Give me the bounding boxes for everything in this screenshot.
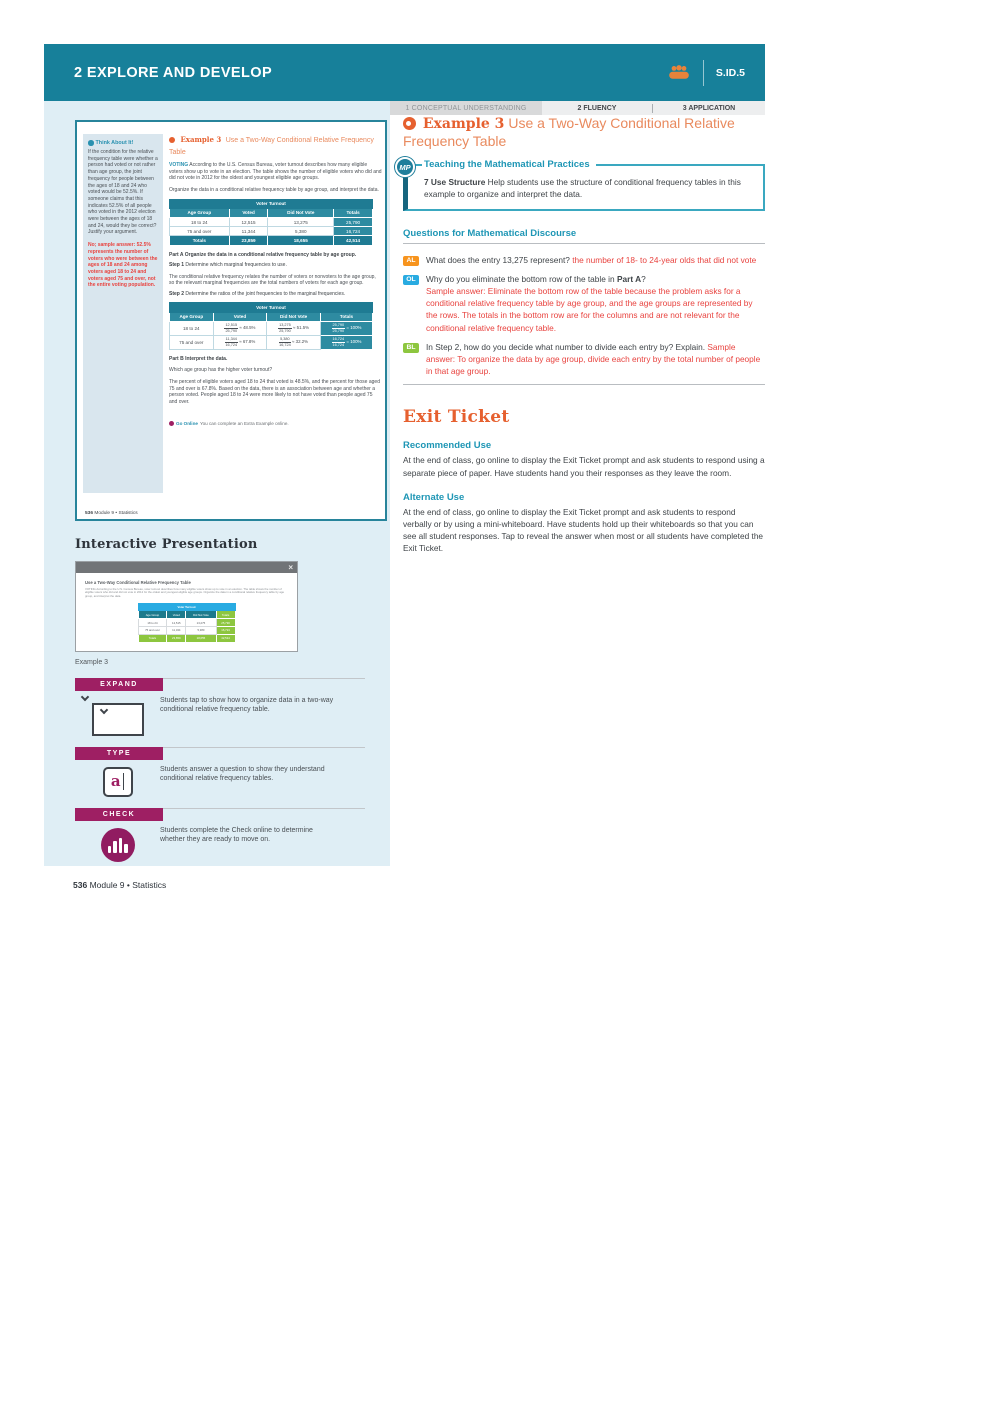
rigor-tab-bar xyxy=(390,101,765,115)
cell: 18,655 xyxy=(268,236,334,245)
interactive-item-type xyxy=(75,747,365,797)
table-row xyxy=(170,321,373,335)
cell: 13,275 xyxy=(268,217,334,226)
cell: $\frac{11,344}{16,724}$ ≈ 67.8% xyxy=(213,335,267,349)
page-number: 536 xyxy=(73,880,88,890)
tab-fluency[interactable]: 2 FLUENCY xyxy=(577,104,617,112)
table-row xyxy=(170,335,373,349)
bl-level-badge: BL xyxy=(403,343,419,353)
check-chart-icon xyxy=(101,828,135,862)
col-header: Totals xyxy=(320,312,372,321)
teaching-mathematical-practices-box xyxy=(399,159,765,211)
header-divider xyxy=(703,60,704,86)
col-header: Age Group xyxy=(170,208,230,217)
answer-text: Sample answer: Eliminate the bottom row of the table because the problem asks for a conditional relative frequency table by age group, and the age groups are represented by the rows. The totals in the bottom row are for the columns and are not relevant for the conditional relative frequency table. xyxy=(426,286,753,333)
teacher-example-heading xyxy=(403,115,765,150)
mp-body xyxy=(424,177,753,201)
step-1-line xyxy=(169,262,382,269)
answer-text: Sample answer: To organize the data by age group, divide each entry by the total number of people in that age group. xyxy=(426,341,761,377)
teacher-example-title: Use a Two-Way Conditional Relative Frequency Table xyxy=(403,115,735,149)
cell: Totals xyxy=(170,236,230,245)
expand-label: EXPAND xyxy=(75,678,163,691)
table-row xyxy=(170,217,373,226)
answer-text: the number of 18- to 24-year olds that did not vote xyxy=(572,254,757,265)
discourse-question-list xyxy=(403,254,765,378)
type-letter-icon: a xyxy=(103,767,133,797)
table-title: Voter Turnout xyxy=(170,199,373,208)
step-1-body: The conditional relative frequency relates the number of voters or nonvoters to the age group, so the relevant marginal frequencies are the total numbers of voters for each age group. xyxy=(169,273,376,287)
page-footer xyxy=(73,880,166,890)
teacher-column xyxy=(399,115,765,555)
slide-body: VOTING According to the U.S. Census Bureau, voter turnout describes how many eligible voters show up to vote in an election. The table shows the number of eligible voters who did and did not vote in 2012 for the oldest and youngest eligible age groups. Organize the data in a conditional relative frequency table by age group, and interpret the data. xyxy=(85,586,285,598)
part-b-question: Which age group has the higher voter turnout? xyxy=(169,367,273,374)
cell: 5,380 xyxy=(268,227,334,236)
recommended-use-body: At the end of class, go online to display the Exit Ticket prompt and ask students to respond using a separate piece of paper. Have students hand you their responses as they leave the room. xyxy=(403,455,765,478)
example-icon xyxy=(169,137,175,143)
cell: $\frac{5,380}{16,724}$ ≈ 32.2% xyxy=(267,335,321,349)
teacher-example-label: Example 3 xyxy=(422,116,505,132)
step-2-label: Step 2 xyxy=(169,290,185,297)
cell: $\frac{12,515}{25,790}$ ≈ 48.5% xyxy=(213,321,267,335)
check-description: Students complete the Check online to determine whether they are ready to move on. xyxy=(160,826,313,844)
think-about-it-title: Think About It! xyxy=(95,140,134,146)
part-a-heading: Part A Organize the data in a conditional relative frequency table by age group. xyxy=(169,251,357,258)
step-2-line xyxy=(169,291,382,298)
tab-conceptual-understanding[interactable]: 1 CONCEPTUAL UNDERSTANDING xyxy=(390,101,542,115)
section-divider xyxy=(403,384,765,385)
discourse-question-bl xyxy=(403,341,765,378)
col-header: Did Not Vote xyxy=(268,208,334,217)
item-rule xyxy=(163,808,365,809)
question-text: In Step 2, how do you decide what number to divide each entry by? Explain. xyxy=(426,341,708,352)
organize-paragraph: Organize the data in a conditional relative frequency table by age group, and interpret the data. xyxy=(169,186,379,193)
go-online-icon xyxy=(169,421,174,426)
part-b-answer: The percent of eligible voters aged 18 to 24 that voted is 48.5%, and the percent for those aged 75 and over is 67.8%. Based on the data, there is an association between age and whether a person voted. People aged 18 to 24 were more likely to not have voted than people aged 75 and over. xyxy=(169,379,380,405)
module-label: Module 9 • Statistics xyxy=(89,880,167,890)
question-bold: Part A xyxy=(616,273,642,284)
discourse-question-al xyxy=(403,254,765,266)
expand-window-icon xyxy=(92,703,144,736)
tab-application[interactable]: 3 APPLICATION xyxy=(682,104,736,112)
people-group-icon xyxy=(667,65,691,80)
cell: 42,514 xyxy=(334,236,373,245)
interactive-presentation-heading: Interactive Presentation xyxy=(75,537,258,552)
exit-ticket-title: Exit Ticket xyxy=(403,407,510,428)
mp-practice-name: 7 Use Structure xyxy=(424,177,486,187)
step-1-label: Step 1 xyxy=(169,262,185,269)
student-example-title: Use a Two-Way Conditional Relative Frequency Table xyxy=(169,137,374,156)
close-icon[interactable]: × xyxy=(288,562,293,572)
col-header: Voted xyxy=(213,312,267,321)
question-text: ? xyxy=(641,273,646,284)
type-description: Students answer a question to show they understand conditional relative frequency tables. xyxy=(160,765,325,783)
think-about-it-icon xyxy=(88,140,94,146)
cell: 18 to 24 xyxy=(170,321,214,335)
window-titlebar[interactable] xyxy=(76,562,297,573)
voting-paragraph xyxy=(169,162,382,182)
presentation-caption: Example 3 xyxy=(75,658,109,666)
student-margin-column xyxy=(83,134,163,493)
think-about-it-body: If the condition for the relative frequency table were whether a person had voted or not rather than age group, the joint frequency for people between the ages of 18 and 24 who voted would be 52.5%. If someone claims that this indicates 52.5% of all people who voted in the 2012 election were between the ages of 18 and 24, would they be correct? Justify your argument. xyxy=(88,149,158,236)
col-header: Voted xyxy=(229,208,268,217)
cell: 11,344 xyxy=(229,227,268,236)
voting-text: According to the U.S. Census Bureau, voter turnout describes how many eligible voters show up to vote in an election. The table shows the number of eligible voters who did and did not vote in 2012 for the oldest and youngest eligible age groups. xyxy=(169,162,382,182)
discourse-question-ol xyxy=(403,273,765,334)
student-example-heading xyxy=(169,134,382,157)
voting-context-word: VOTING xyxy=(169,162,189,169)
go-online-text: You can complete an Extra Example online. xyxy=(199,421,289,427)
lesson-phase-title: 2 EXPLORE AND DEVELOP xyxy=(74,64,273,81)
example-icon xyxy=(403,117,416,130)
table-row xyxy=(170,227,373,236)
col-header: Age Group xyxy=(170,312,214,321)
mp-badge-icon: MP xyxy=(395,157,415,177)
interactive-presentation-section xyxy=(75,537,365,873)
interactive-item-check xyxy=(75,808,365,862)
item-rule xyxy=(163,678,365,679)
student-example-label: Example 3 xyxy=(180,135,222,144)
cell: 16,724 xyxy=(334,227,373,236)
expand-description: Students tap to show how to organize data in a two-way conditional relative frequency table. xyxy=(160,696,334,714)
lesson-header xyxy=(44,44,765,101)
interactive-item-expand xyxy=(75,678,365,736)
item-rule xyxy=(163,747,365,748)
cell: $\frac{25,790}{25,790}$ = 100% xyxy=(320,321,372,335)
cell: 75 and over xyxy=(170,227,230,236)
table-title: Voter Turnout xyxy=(170,303,373,312)
al-level-badge: AL xyxy=(403,256,419,266)
cell: 75 and over xyxy=(170,335,214,349)
slide-title: Use a Two-Way Conditional Relative Frequency Table xyxy=(85,580,191,585)
think-about-it-answer: No; sample answer: 52.5% represents the number of voters who were between the ages of 18 and 24 among voters aged 18 to 24 and voters aged 75 and over, not the entire voting population. xyxy=(88,242,158,289)
type-label: TYPE xyxy=(75,747,163,760)
standard-code: S.ID.5 xyxy=(715,66,745,79)
cell: $\frac{16,724}{16,724}$ = 100% xyxy=(320,335,372,349)
col-header: Did Not Vote xyxy=(267,312,321,321)
cell: $\frac{13,275}{25,790}$ ≈ 51.5% xyxy=(267,321,321,335)
mp-title: Teaching the Mathematical Practices xyxy=(422,159,596,170)
student-page-footer: 536 Module 9 • Statistics xyxy=(85,511,138,516)
presentation-slide xyxy=(76,573,297,651)
recommended-use-title: Recommended Use xyxy=(403,440,492,452)
slide-voter-turnout-table: Voter Turnout Age Group Voted Did Not Vote Totals 18 to 24 12,515 13,275 25,790 75 and over 11,344 5,380 16,724 Totals 23,859 18,655 42,514 xyxy=(138,603,236,643)
voter-turnout-table xyxy=(169,199,373,246)
cell: 25,790 xyxy=(334,217,373,226)
section-divider xyxy=(403,243,765,244)
presentation-window xyxy=(75,561,298,652)
question-text: What does the entry 13,275 represent? xyxy=(426,254,573,265)
conditional-relative-frequency-table xyxy=(169,302,373,349)
question-text: Why do you eliminate the bottom row of the table in xyxy=(426,273,617,284)
ol-level-badge: OL xyxy=(403,275,419,285)
student-page-thumbnail xyxy=(75,120,387,521)
cell: 12,515 xyxy=(229,217,268,226)
alternate-use-body: At the end of class, go online to display the Exit Ticket prompt and ask students to respond verbally or by using a mini-whiteboard. Have students hold up their whiteboards so that you can see all student responses. Tap to reveal the answer when most or all students have completed the Exit Ticket. xyxy=(403,506,764,554)
col-header: Totals xyxy=(334,208,373,217)
go-online-note xyxy=(169,421,382,426)
part-b-heading: Part B Interpret the data. xyxy=(169,355,228,362)
student-main-column xyxy=(169,134,382,426)
go-online-label[interactable]: Go Online xyxy=(176,421,198,427)
step-2-text: Determine the ratios of the joint frequencies to the marginal frequencies. xyxy=(185,290,346,297)
cell: 18 to 24 xyxy=(170,217,230,226)
step-1-text: Determine which marginal frequencies to use. xyxy=(185,262,287,269)
check-label: CHECK xyxy=(75,808,163,821)
discourse-title: Questions for Mathematical Discourse xyxy=(403,227,577,239)
student-page-panel xyxy=(44,101,390,866)
alternate-use-title: Alternate Use xyxy=(403,491,465,503)
table-totals-row xyxy=(170,236,373,245)
cell: 23,859 xyxy=(229,236,268,245)
mp-practice-text: Help students use the structure of conditional frequency tables in this example to organize and interpret the data. xyxy=(424,177,741,199)
